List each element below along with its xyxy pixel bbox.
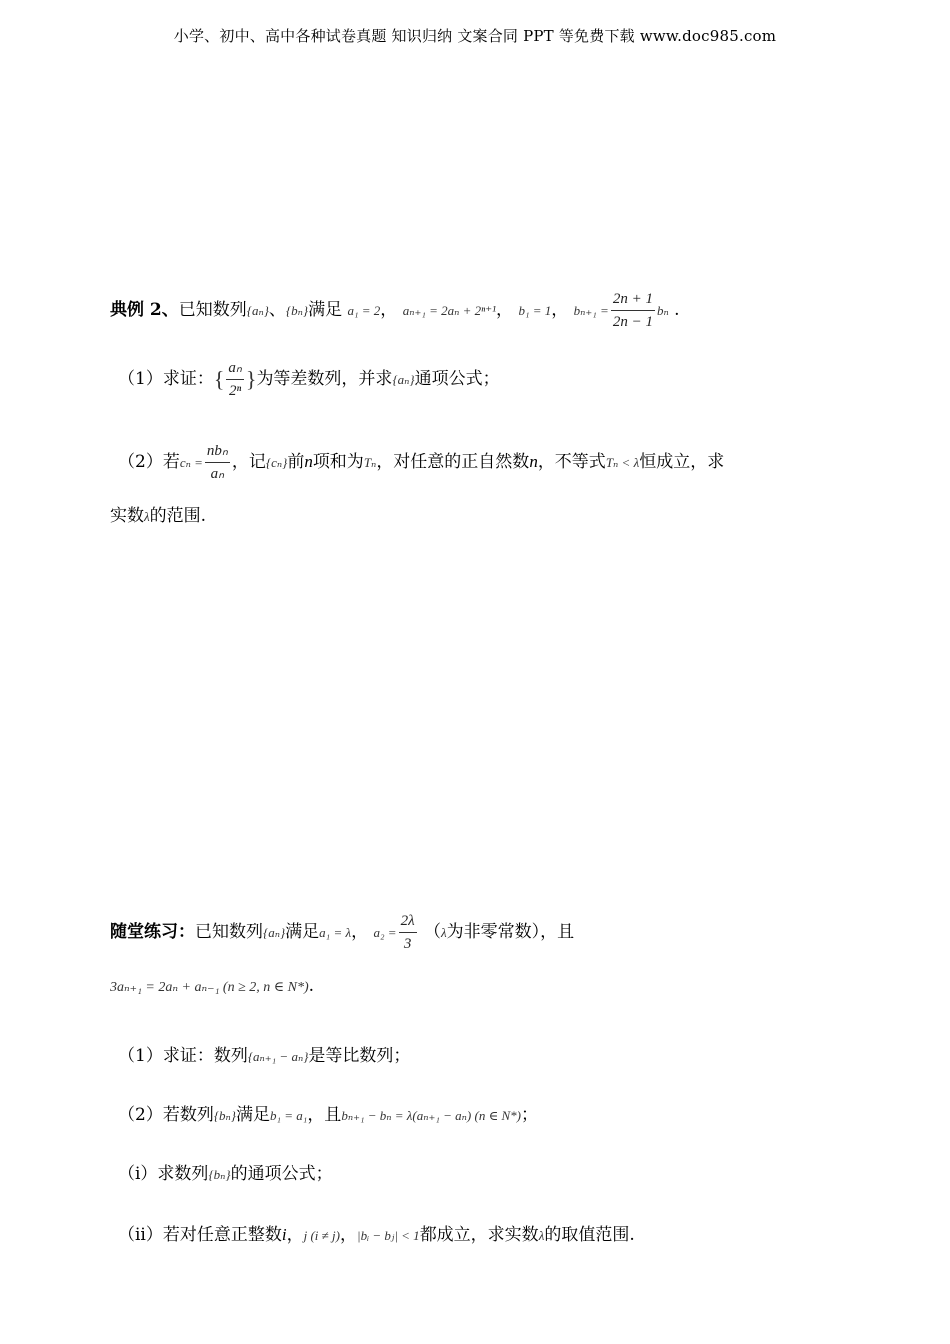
example-part2 bbox=[118, 440, 724, 485]
frac-den: aₙ bbox=[210, 466, 225, 482]
practice-part2-cond1: b₁ = a₁ bbox=[270, 1108, 308, 1123]
practice-sub1-seq: {bₙ} bbox=[208, 1167, 231, 1182]
part1-text2: 通项公式； bbox=[414, 369, 500, 389]
cond-b1: b₁ = 1 bbox=[518, 303, 552, 318]
practice-sub2 bbox=[118, 1224, 635, 1247]
period: . bbox=[308, 976, 315, 996]
practice-cond2-lhs: a₂ = bbox=[373, 925, 397, 940]
part2-text4: ，对任意的正自然数 bbox=[376, 452, 530, 472]
comma: ， bbox=[551, 300, 569, 320]
practice-lambda: λ bbox=[440, 925, 447, 940]
example-title: 典例 2、 bbox=[110, 300, 179, 320]
part2-ineq: Tₙ < λ bbox=[605, 455, 640, 470]
part2-T: Tₙ bbox=[363, 455, 377, 470]
period: . bbox=[674, 300, 680, 320]
cond-recur-b-lhs: bₙ₊₁ = bbox=[573, 303, 609, 318]
seq-a: {aₙ} bbox=[246, 303, 269, 318]
example-part2-line2 bbox=[110, 505, 206, 528]
lambda: λ bbox=[144, 509, 150, 524]
practice-cond1: a₁ = λ bbox=[319, 925, 352, 940]
part2-line2-b: 的范围. bbox=[149, 506, 207, 526]
satisfy: 满足 bbox=[308, 300, 343, 320]
part2-n2: n bbox=[529, 452, 538, 471]
part2-text5: ，不等式 bbox=[537, 452, 606, 472]
practice-intro-line bbox=[110, 910, 574, 955]
frac-den: 3 bbox=[403, 936, 412, 952]
frac-num: aₙ bbox=[226, 357, 243, 380]
practice-sub2-text: 都成立，求实数 bbox=[419, 1225, 539, 1245]
practice-title: 随堂练习： bbox=[110, 922, 195, 942]
practice-sub1 bbox=[118, 1163, 333, 1186]
example-intro: 已知数列 bbox=[178, 300, 247, 320]
part1-frac bbox=[226, 357, 243, 402]
practice-sub2-lambda: λ bbox=[538, 1228, 545, 1243]
part2-line2-a: 实数 bbox=[110, 506, 144, 526]
cond-recur-b-tail: bₙ bbox=[656, 303, 669, 318]
practice-intro: 已知数列 bbox=[195, 922, 263, 942]
practice-part1-seq: {aₙ₊₁ − aₙ} bbox=[247, 1049, 309, 1064]
page-header: 小学、初中、高中各种试卷真题 知识归纳 文案合同 PPT 等免费下载 www.doc985.com bbox=[173, 27, 777, 45]
comma: ， bbox=[380, 300, 398, 320]
practice-recur-line bbox=[110, 975, 314, 999]
practice-part2-and: ，且 bbox=[307, 1105, 342, 1125]
frac-den: 2ⁿ bbox=[229, 383, 242, 399]
part2-text1: ，记 bbox=[231, 452, 266, 472]
practice-recur: 3aₙ₊₁ = 2aₙ + aₙ₋₁ (n ≥ 2, n ∈ N*) bbox=[110, 980, 309, 995]
practice-part1-text: 是等比数列； bbox=[308, 1046, 411, 1066]
cond-recur-b-frac bbox=[611, 288, 655, 333]
practice-note: 为非零常数），且 bbox=[446, 922, 575, 942]
part2-lhs: cₙ = bbox=[179, 455, 203, 470]
example-intro-line bbox=[110, 288, 680, 333]
practice-sub2-end: 的取值范围. bbox=[544, 1225, 635, 1245]
paren-open: （ bbox=[423, 922, 441, 942]
practice-sub2-j: j (i ≠ j) bbox=[303, 1228, 340, 1243]
part1-label: （1）求证： bbox=[118, 369, 214, 389]
comma: ， bbox=[340, 1225, 357, 1245]
practice-part2-satisfy: 满足 bbox=[236, 1105, 270, 1125]
frac-num: 2λ bbox=[399, 910, 417, 933]
practice-part2-label: （2）若数列 bbox=[118, 1105, 214, 1125]
part2-seq: {cₙ} bbox=[265, 455, 288, 470]
practice-seq-a: {aₙ} bbox=[263, 925, 286, 940]
practice-satisfy: 满足 bbox=[285, 922, 320, 942]
part2-text2: 前 bbox=[287, 452, 305, 472]
part1-text1: 为等差数列，并求 bbox=[256, 369, 393, 389]
seq-b: {bₙ} bbox=[285, 303, 309, 318]
part2-frac bbox=[205, 440, 230, 485]
part2-text6: 恒成立，求 bbox=[639, 452, 725, 472]
practice-sub2-label: （ii）若对任意正整数 bbox=[118, 1225, 282, 1245]
brace-right: } bbox=[245, 366, 257, 392]
practice-part1-label: （1）求证：数列 bbox=[118, 1046, 248, 1066]
comma: ， bbox=[496, 300, 514, 320]
practice-sub2-i: i bbox=[281, 1225, 287, 1244]
brace-left: { bbox=[213, 366, 225, 392]
comma: ， bbox=[286, 1225, 304, 1245]
example-part1 bbox=[118, 357, 500, 402]
practice-part2-seq: {bₙ} bbox=[213, 1108, 236, 1123]
frac-den: 2n − 1 bbox=[612, 314, 653, 330]
part1-seq: {aₙ} bbox=[392, 372, 415, 387]
sep: 、 bbox=[268, 300, 286, 320]
frac-num: 2n + 1 bbox=[611, 288, 655, 311]
cond-recur-a: aₙ₊₁ = 2aₙ + 2ⁿ⁺¹ bbox=[402, 303, 497, 318]
practice-sub1-text: 的通项公式； bbox=[230, 1164, 333, 1184]
semicolon: ； bbox=[520, 1105, 538, 1125]
comma: ， bbox=[351, 922, 369, 942]
practice-part2 bbox=[118, 1104, 538, 1127]
practice-sub2-abs: |bᵢ − bⱼ| < 1 bbox=[357, 1228, 420, 1243]
part2-n: n bbox=[304, 452, 313, 471]
practice-part1 bbox=[118, 1045, 410, 1068]
practice-sub1-label: （i）求数列 bbox=[118, 1164, 209, 1184]
practice-cond2-frac bbox=[399, 910, 417, 955]
cond-a1: a₁ = 2 bbox=[347, 303, 381, 318]
frac-num: nbₙ bbox=[205, 440, 230, 463]
part2-label: （2）若 bbox=[118, 452, 180, 472]
part2-text3: 项和为 bbox=[312, 452, 364, 472]
practice-part2-cond2: bₙ₊₁ − bₙ = λ(aₙ₊₁ − aₙ) (n ∈ N*) bbox=[341, 1108, 521, 1123]
